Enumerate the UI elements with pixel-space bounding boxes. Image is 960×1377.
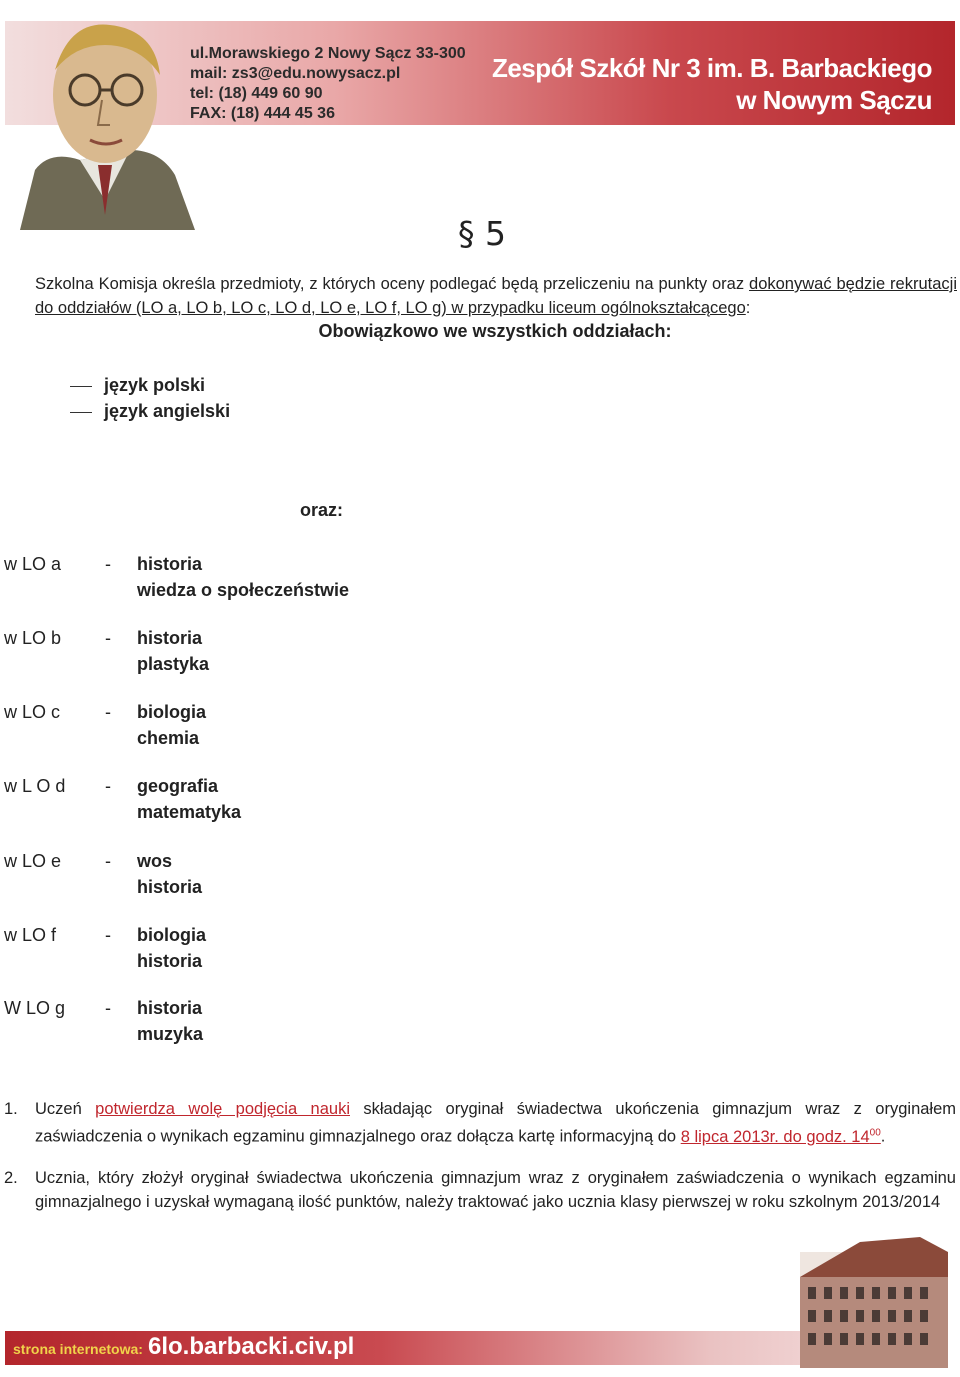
footer-website-link[interactable]: 6lo.barbacki.civ.pl — [148, 1333, 355, 1360]
contact-address: ul.Morawskiego 2 Nowy Sącz 33-300 — [190, 45, 466, 62]
class-name: W LO g — [4, 998, 66, 1018]
class-row — [4, 625, 504, 677]
subject-name: wiedza o społeczeństwie — [137, 580, 350, 600]
patron-portrait-illustration — [10, 0, 200, 230]
note-text: . — [880, 1127, 886, 1146]
subject-name: plastyka — [137, 654, 210, 674]
class-subjects — [137, 995, 203, 1047]
class-dash: - — [105, 702, 111, 722]
subject-name: muzyka — [137, 1024, 204, 1044]
school-name — [492, 52, 932, 116]
note-text: Ucznia, który złożył oryginał świadectwa ukończenia gimnazjum wraz z oryginałem zaświadczenia o wynikach egzaminu gimnazjalnego i uzyskał wymaganą ilość punktów, należy traktować jako ucznia klasy pierwszej w roku szkolnym 2013/2014 — [35, 1168, 956, 1211]
subject-name: historia — [137, 877, 203, 897]
intro-paragraph — [35, 272, 957, 320]
deadline-link[interactable] — [681, 1128, 881, 1146]
list-item — [70, 372, 230, 398]
class-row — [4, 922, 504, 974]
contact-phone: tel: (18) 449 60 90 — [190, 85, 323, 102]
class-dash: - — [105, 776, 111, 796]
class-name: w LO a — [4, 554, 62, 574]
subject-name: historia — [137, 628, 203, 648]
subject-name: geografia — [137, 776, 219, 796]
class-subjects — [137, 773, 241, 825]
subject-name: historia — [137, 951, 203, 971]
subject-name: historia — [137, 998, 203, 1018]
note-number: 2. — [4, 1168, 18, 1187]
subject-name: język polski — [104, 375, 206, 395]
subject-name: chemia — [137, 728, 200, 748]
section-number: § 5 — [458, 214, 506, 253]
note-number: 1. — [4, 1100, 18, 1118]
subject-name: matematyka — [137, 802, 242, 822]
note-item — [4, 1097, 956, 1149]
school-name-line1: Zespół Szkół Nr 3 im. B. Barbackiego — [491, 53, 932, 83]
class-subjects — [137, 699, 206, 751]
note-highlight-link[interactable]: potwierdza wolę podjęcia nauki — [95, 1100, 350, 1118]
subject-name: biologia — [137, 925, 206, 945]
class-name: w L O d — [4, 776, 66, 796]
class-name: w LO e — [4, 851, 62, 871]
class-row — [4, 995, 504, 1047]
numbered-notes — [4, 1097, 956, 1231]
school-name-line2: w Nowym Sączu — [736, 85, 932, 115]
note-text: składając oryginał świadectwa ukończenia gimnazjum wraz z oryginałem zaświadczenia o wynikach egzaminu gimnazjalnego oraz dołącza kartę informacyjną do — [35, 1100, 957, 1146]
dash-bullet — [70, 412, 92, 413]
class-row — [4, 773, 504, 825]
mandatory-heading: Obowiązkowo we wszystkich oddziałach: — [318, 321, 672, 341]
contact-block — [190, 44, 466, 124]
note-text: Uczeń — [35, 1100, 96, 1118]
class-name: w LO f — [4, 925, 57, 945]
class-dash: - — [105, 628, 111, 648]
class-row — [4, 699, 504, 751]
subject-name: historia — [137, 554, 203, 574]
mandatory-subjects-list — [70, 372, 230, 424]
class-subjects — [137, 551, 349, 603]
intro-colon: : — [745, 299, 751, 317]
class-row — [4, 848, 504, 900]
class-subjects — [137, 625, 209, 677]
class-dash: - — [105, 998, 111, 1018]
class-name: w LO b — [4, 628, 62, 648]
footer-label: strona internetowa: — [13, 1341, 143, 1357]
class-name: w LO c — [4, 702, 61, 722]
class-dash: - — [105, 925, 111, 945]
class-subjects — [137, 848, 202, 900]
deadline-date: 8 lipca 2013r. do godz. 14 — [680, 1127, 870, 1146]
class-row — [4, 551, 504, 603]
oraz-label: oraz: — [300, 500, 344, 520]
intro-underlined-text: dokonywać będzie rekrutacji do oddziałów (LO a, LO b, LO c, LO d, LO e, LO f, LO g) w przypadku liceum ogólnokształcącego — [35, 275, 957, 317]
school-building-illustration — [800, 1232, 948, 1368]
intro-text: Szkolna Komisja określa przedmioty, z których oceny podlegać będą przeliczeniu na punkty oraz — [35, 275, 750, 293]
contact-email: mail: zs3@edu.nowysacz.pl — [190, 65, 401, 82]
subject-name: biologia — [137, 702, 206, 722]
deadline-minutes: 00 — [869, 1127, 881, 1138]
note-item — [4, 1166, 956, 1214]
subject-name: wos — [137, 851, 173, 871]
contact-fax: FAX: (18) 444 45 36 — [190, 105, 335, 122]
class-dash: - — [105, 851, 111, 871]
subject-name: język angielski — [104, 401, 231, 421]
class-subjects — [137, 922, 206, 974]
list-item — [70, 398, 230, 424]
class-dash: - — [105, 554, 111, 574]
dash-bullet — [70, 386, 92, 387]
